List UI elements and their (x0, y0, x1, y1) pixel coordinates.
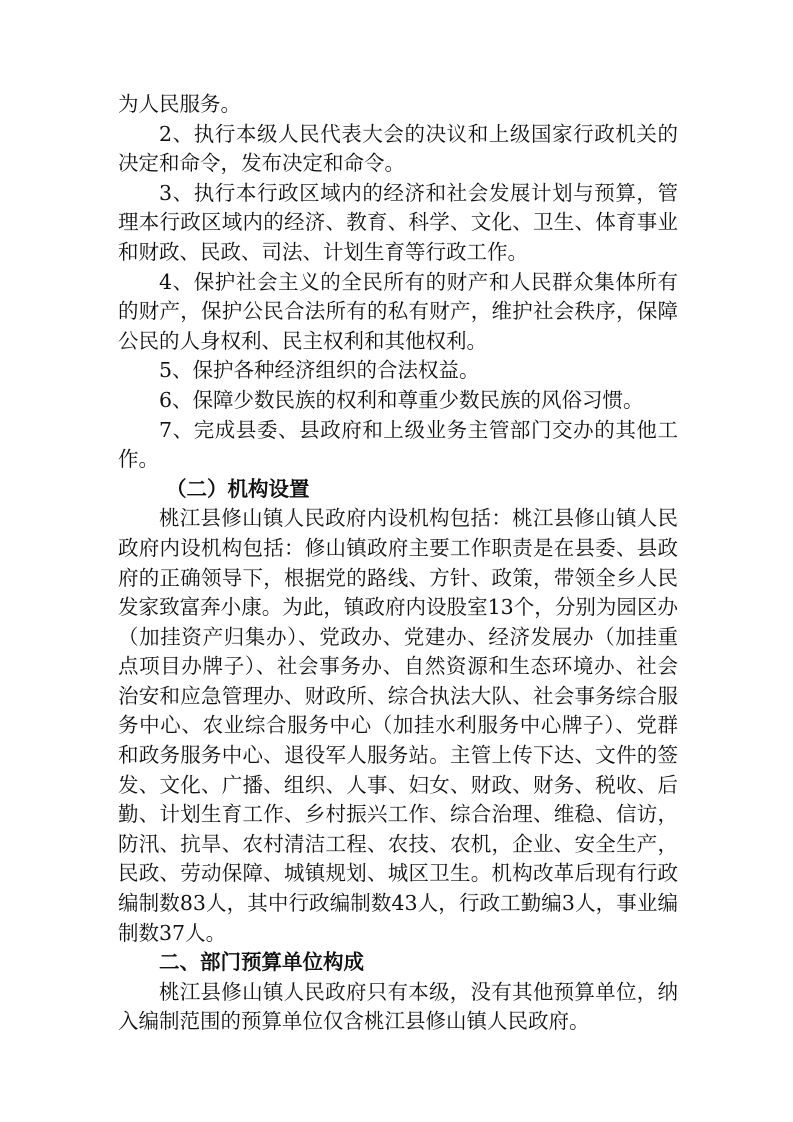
paragraph-budget-units: 桃江县修山镇人民政府只有本级，没有其他预算单位，纳入编制范围的预算单位仅含桃江县修山镇人民政府。 (118, 979, 678, 1034)
paragraph-duty-5: 5、保护各种经济组织的合法权益。 (159, 358, 480, 383)
document-body (118, 90, 678, 1037)
section-heading-budget: 二、部门预算单位构成 (159, 950, 364, 975)
paragraph-duty-7: 7、完成县委、县政府和上级业务主管部门交办的其他工作。 (118, 417, 678, 472)
section-heading-org: （二）机构设置 (166, 476, 310, 501)
paragraph-continuation: 为人民服务。 (118, 92, 241, 116)
paragraph-duty-6: 6、保障少数民族的权利和尊重少数民族的风俗习惯。 (159, 387, 644, 412)
paragraph-duty-4: 4、保护社会主义的全民所有的财产和人民群众集体所有的财产，保护公民合法所有的私有财产，维护社会秩序，保障公民的人身权利、民主权利和其他权利。 (118, 269, 678, 353)
paragraph-duty-2: 2、执行本级人民代表大会的决议和上级国家行政机关的决定和命令，发布决定和命令。 (118, 121, 678, 176)
paragraph-duty-3: 3、执行本行政区域内的经济和社会发展计划与预算，管理本行政区域内的经济、教育、科学、文化、卫生、体育事业和财政、民政、司法、计划生育等行政工作。 (118, 180, 678, 264)
paragraph-org-setup: 桃江县修山镇人民政府内设机构包括：桃江县修山镇人民政府内设机构包括：修山镇政府主要工作职责是在县委、县政府的正确领导下，根据党的路线、方针、政策，带领全乡人民发家致富奔小康。为此，镇政府内设股室13个，分别为园区办（加挂资产归集办）、党政办、党建办、经济发展办（加挂重点项目办牌子）、社会事务办、自然资源和生态环境办、社会治安和应急管理办、财政所、综合执法大队、社会事务综合服务中心、农业综合服务中心（加挂水利服务中心牌子）、党群和政务服务中心、退役军人服务站。主管上传下达、文件的签发、文化、广播、组织、人事、妇女、财政、财务、税收、后勤、计划生育工作、乡村振兴工作、综合治理、维稳、信访，防汛、抗旱、农村清洁工程、农技、农机，企业、安全生产，民政、劳动保障、城镇规划、城区卫生。机构改革后现有行政编制数83人，其中行政编制数43人，行政工勤编3人，事业编制数37人。 (118, 506, 678, 945)
